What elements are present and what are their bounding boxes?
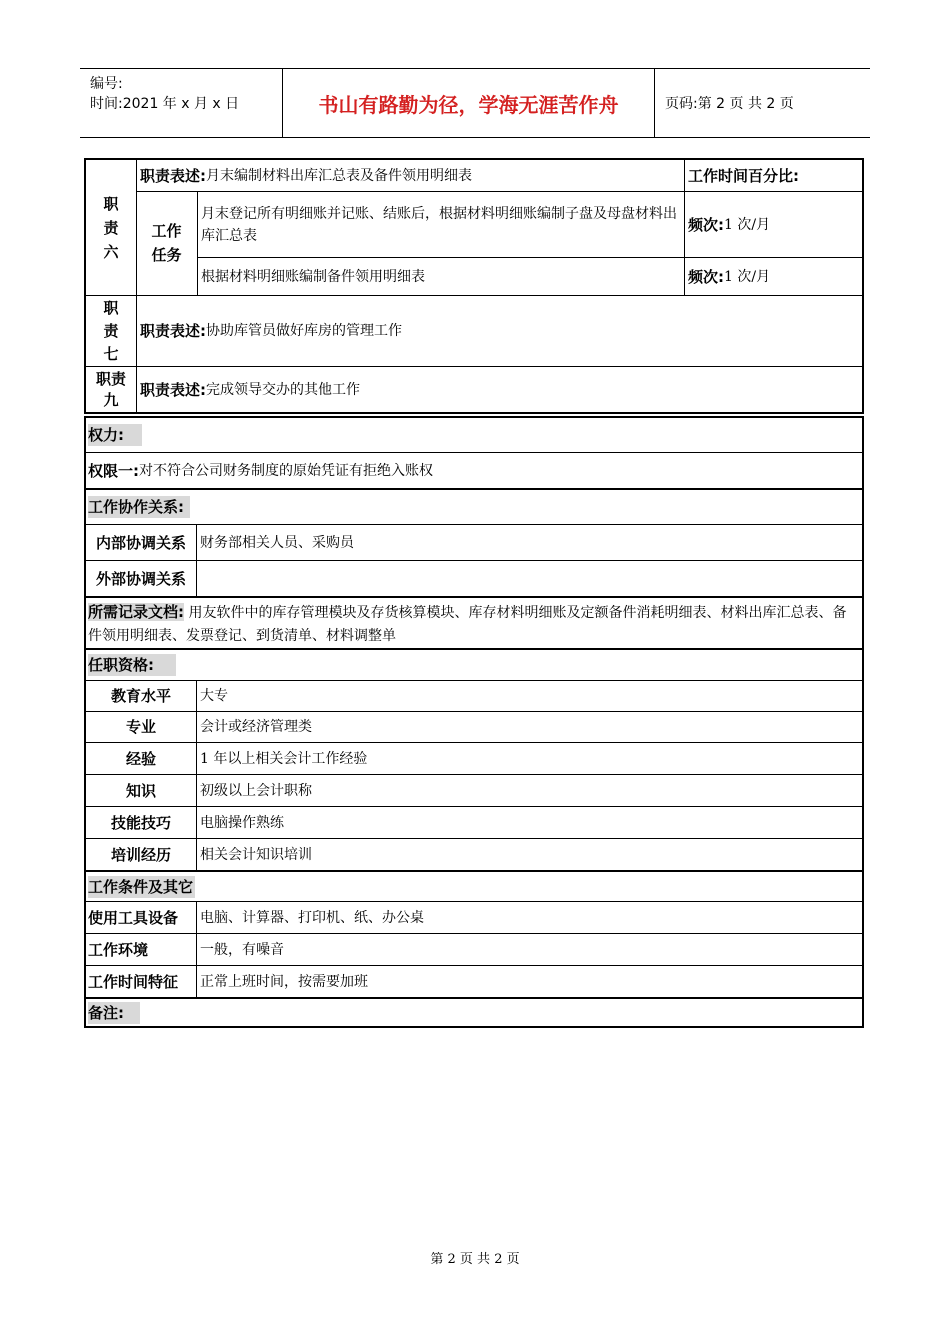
external-coordination-value — [200, 561, 860, 596]
education-value: 大专 — [200, 688, 228, 704]
page-indicator: 页码:第 2 页 共 2 页 — [665, 96, 794, 112]
remarks-label: 备注: — [88, 1002, 140, 1024]
duty6-task-1-frequency — [688, 192, 858, 257]
power-label: 权力: — [88, 424, 142, 446]
power-item-1-label: 权限一: — [88, 461, 139, 480]
frequency-value: 1 次/月 — [724, 216, 771, 233]
education-label: 教育水平 — [110, 687, 171, 705]
work-hours-value: 正常上班时间，按需要加班 — [200, 973, 368, 990]
power-item-1-text: 对不符合公司财务制度的原始凭证有拒绝入账权 — [139, 462, 433, 479]
training-value: 相关会计知识培训 — [200, 846, 312, 863]
duty6-task-2-frequency — [688, 258, 858, 295]
duty6-desc-label: 职责表述: — [140, 166, 206, 185]
environment-label: 工作环境 — [88, 940, 149, 959]
duty9-desc-label: 职责表述: — [140, 380, 206, 399]
major-label: 专业 — [125, 718, 156, 736]
internal-coordination-value: 财务部相关人员、采购员 — [200, 534, 354, 551]
cooperation-label: 工作协作关系: — [88, 496, 190, 518]
conditions-label: 工作条件及其它 — [88, 877, 194, 896]
header-meta — [80, 69, 283, 137]
duties-table — [84, 158, 864, 414]
page-header — [80, 68, 870, 138]
duty7-desc-text: 协助库管员做好库房的管理工作 — [206, 323, 402, 339]
duty6-desc-text: 月末编制材料出库汇总表及备件领用明细表 — [206, 167, 472, 184]
experience-label: 经验 — [125, 749, 156, 768]
power-item-1 — [88, 453, 858, 488]
knowledge-label: 知识 — [125, 781, 156, 800]
internal-coordination-label: 内部协调关系 — [95, 533, 186, 552]
details-table — [84, 416, 864, 1028]
experience-value: 1 年以上相关会计工作经验 — [200, 750, 368, 767]
motto: 书山有路勤为径，学海无涯苦作舟 — [283, 69, 655, 137]
conditions-section-title — [88, 872, 195, 901]
duty6-task-1: 月末登记所有明细账并记账、结账后，根据材料明细账编制子盘及母盘材料出库汇总表 — [201, 205, 677, 244]
frequency-label: 频次: — [688, 267, 724, 286]
duty7-label: 职 责 七 — [103, 298, 119, 363]
major-value: 会计或经济管理类 — [200, 719, 312, 735]
duty6-task-label: 工作 任务 — [151, 222, 182, 264]
doc-number-label: 编号: — [90, 76, 123, 92]
qualification-section-title — [88, 650, 176, 680]
time-label: 时间:2021 年 x 月 x 日 — [90, 96, 240, 112]
duty9-desc-text: 完成领导交办的其他工作 — [206, 381, 360, 398]
page-footer: 第 2 页 共 2 页 — [430, 1252, 520, 1267]
duty6-task-2: 根据材料明细账编制备件领用明细表 — [201, 268, 425, 285]
duty6-time-percent: 工作时间百分比: — [688, 166, 799, 185]
duty7-description — [140, 296, 840, 366]
skills-label: 技能技巧 — [110, 813, 171, 832]
records-text: 用友软件中的库存管理模块及存货核算模块、库存材料明细账及定额备件消耗明细表、材料出库汇总表、备件领用明细表、发票登记、到货清单、材料调整单 — [88, 605, 847, 644]
external-coordination-label: 外部协调关系 — [95, 569, 186, 588]
frequency-value: 1 次/月 — [724, 268, 771, 285]
environment-value: 一般，有噪音 — [200, 941, 284, 958]
training-label: 培训经历 — [110, 845, 171, 864]
duty9-label: 职责 九 — [95, 369, 126, 409]
duty6-label: 职 责 六 — [103, 194, 119, 261]
remarks-section — [88, 999, 140, 1026]
duty7-desc-label: 职责表述: — [140, 322, 206, 340]
frequency-label: 频次: — [688, 215, 724, 234]
records-label: 所需记录文档: — [88, 603, 184, 621]
duty6-description — [140, 160, 680, 191]
duty9-description — [140, 367, 840, 412]
records-section — [88, 601, 860, 647]
tools-value: 电脑、计算器、打印机、纸、办公桌 — [200, 909, 424, 926]
power-section-title — [88, 418, 142, 452]
qualification-label: 任职资格: — [88, 654, 176, 676]
knowledge-value: 初级以上会计职称 — [200, 782, 312, 799]
tools-label: 使用工具设备 — [88, 908, 179, 927]
work-hours-label: 工作时间特征 — [88, 972, 179, 991]
skills-value: 电脑操作熟练 — [200, 814, 284, 831]
cooperation-section-title — [88, 490, 190, 524]
